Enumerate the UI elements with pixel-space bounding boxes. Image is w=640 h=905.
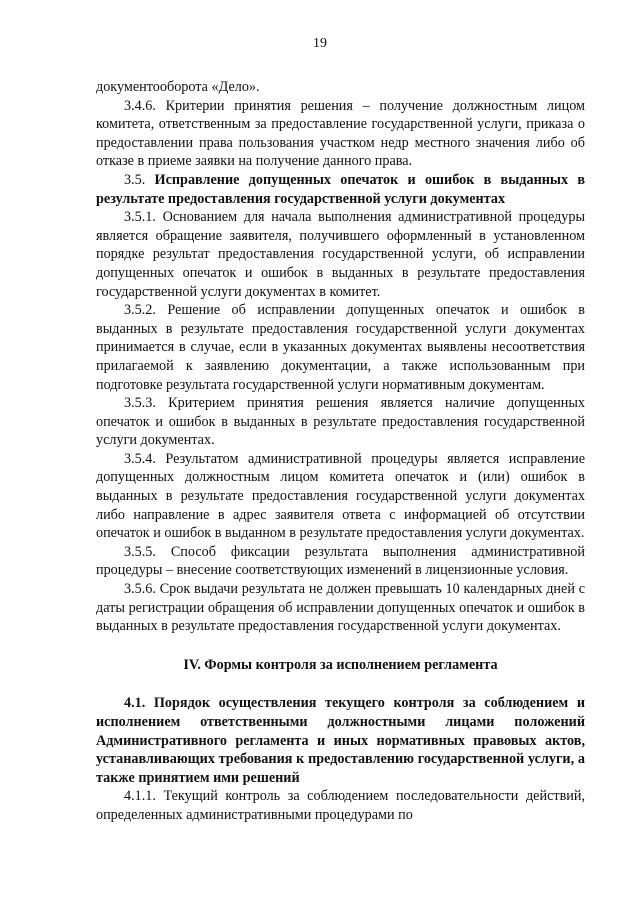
page-number: 19 [313,36,327,51]
paragraph: 4.1.1. Текущий контроль за соблюдением последовательности действий, определенных административными процедурами по [96,788,585,823]
chapter-heading: IV. Формы контроля за исполнением регламента [183,656,498,673]
section-heading-3-5 [96,171,585,208]
document-body [96,78,585,825]
paragraph: 3.5.3. Критерием принятия решения является наличие допущенных опечаток и ошибок в выданных в результате предоставления государственной услуги документах. [96,395,585,449]
paragraph: документооборота «Дело». [96,79,260,95]
section-number: 3.5. [124,171,155,188]
section-title: Исправление допущенных опечаток и ошибок в выданных в результате предоставления государственной услуги документах [96,171,586,207]
paragraph: 3.5.1. Основанием для начала выполнения административной процедуры является обращение заявителя, получившего оформленный в установленном порядке результат предоставления государственной услуги, об исправлении допущенных опечаток и ошибок в выданных в результате предоставления государственной услуги документах в комитет. [96,209,585,300]
subsection-heading: 4.1. Порядок осуществления текущего контроля за соблюдением и исполнением ответственными должностными лицами положений Административного регламента и иных нормативных правовых актов, устанавливающих требования к предоставлению государственной услуги, а также принятием ими решений [96,695,585,786]
paragraph: 3.5.6. Срок выдачи результата не должен превышать 10 календарных дней с даты регистрации обращения об исправлении допущенных опечаток и ошибок в выданных в результате предоставления государственной услуги документах. [96,581,585,635]
paragraph: 3.5.2. Решение об исправлении допущенных опечаток и ошибок в выданных в результате предоставления государственной услуги документах принимается в случае, если в указанных документах выявлены несоответствия прилагаемой к заявлению документации, а также использованным при подготовке результата государственной услуги нормативным документам. [96,302,585,393]
paragraph: 3.4.6. Критерии принятия решения – получение должностным лицом комитета, ответственным за предоставление государственной услуги, приказа о предоставлении права пользования участком недр местного значения либо об отказе в приеме заявки на получение данного права. [96,97,585,170]
paragraph: 3.5.5. Способ фиксации результата выполнения административной процедуры – внесение соответствующих изменений в лицензионные условия. [96,543,585,579]
paragraph: 3.5.4. Результатом административной процедуры является исправление допущенных должностным лицом комитета опечаток и (или) ошибок в выданных в результате предоставления государственной услуги документах либо направление в адрес заявителя ответа с информацией об отсутствии опечаток и ошибок в выданном в результате предоставления услуги документах. [96,450,585,542]
